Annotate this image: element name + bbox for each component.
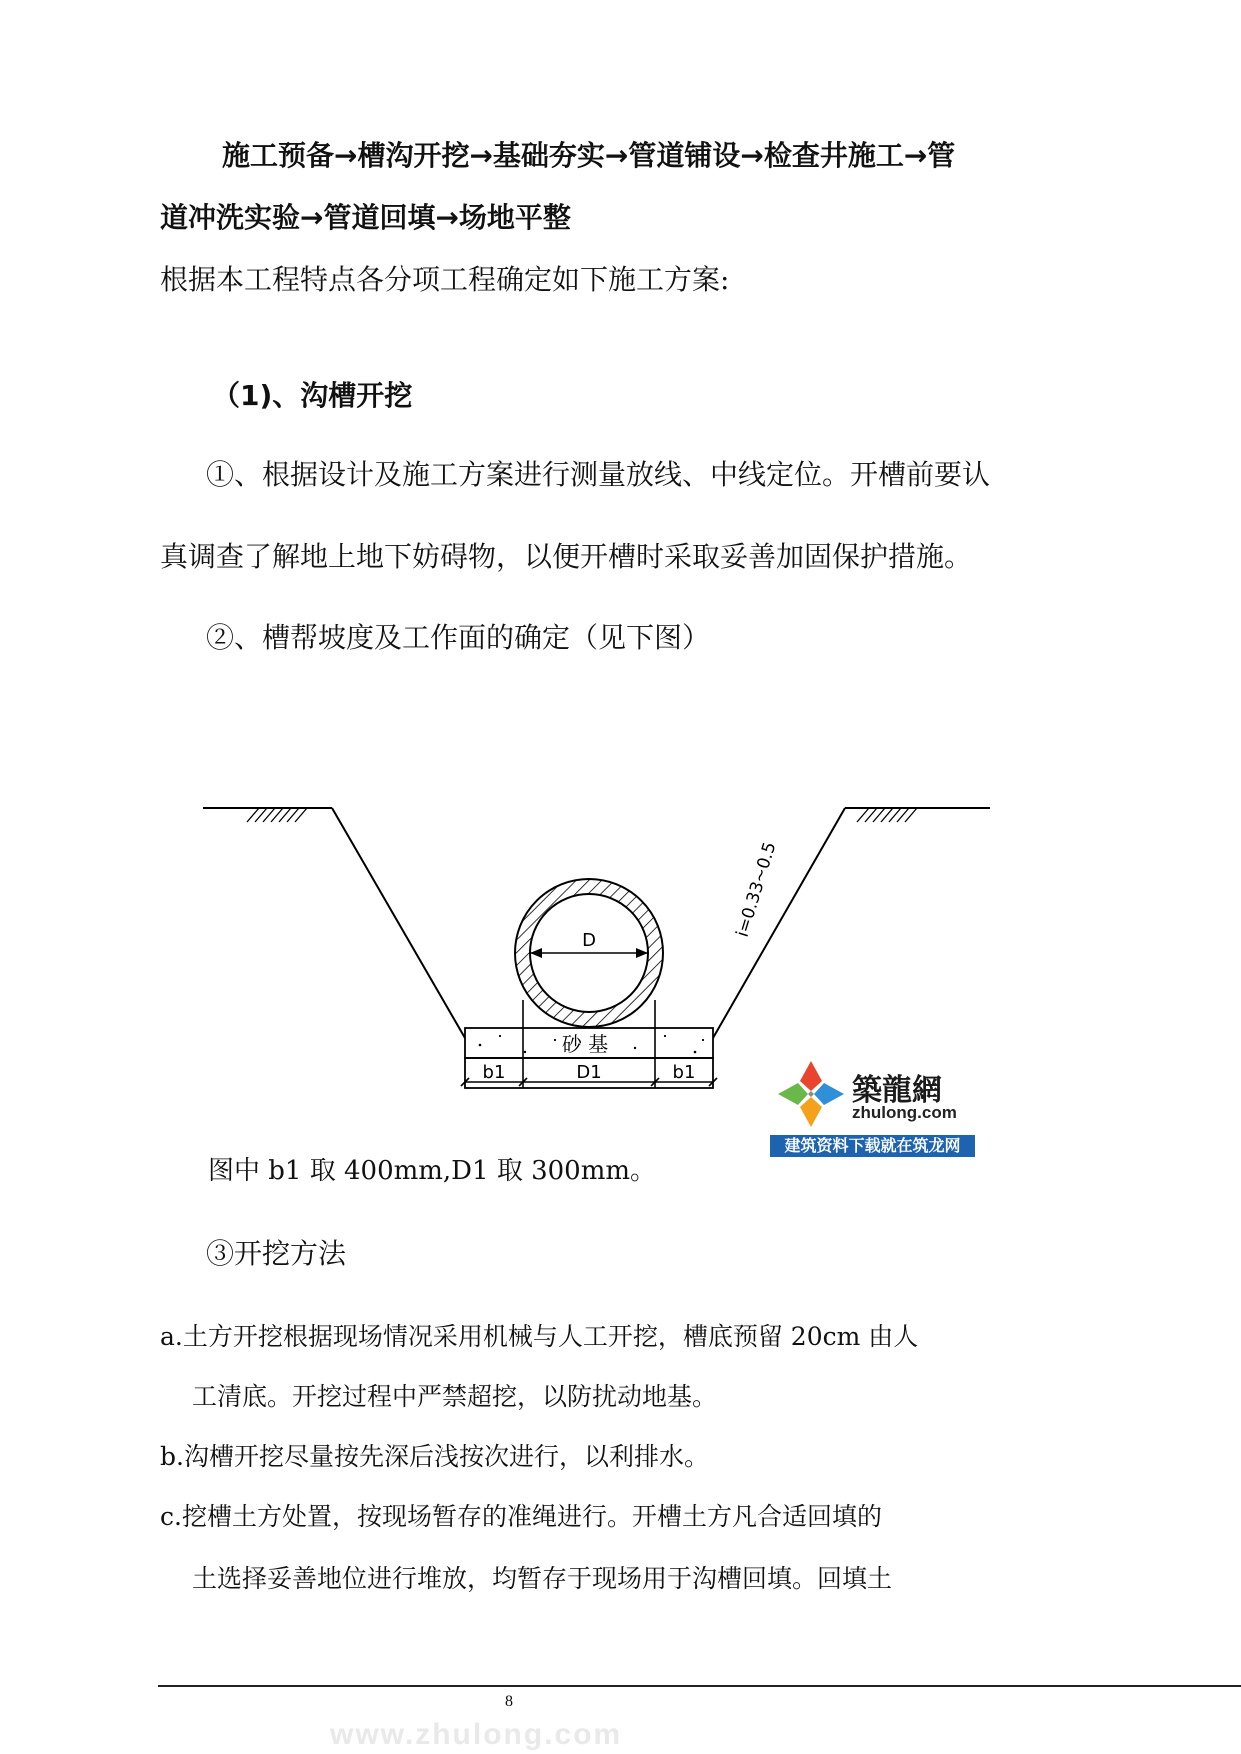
item3-text: ③开挖方法 bbox=[206, 1237, 347, 1270]
c-line-1: c.挖槽土方处置，按现场暂存的准绳进行。开槽土方凡合适回填的 bbox=[160, 1502, 882, 1531]
dim-label-left: b1 bbox=[482, 1062, 506, 1083]
item1-line-2: 真调查了解地上地下妨碍物，以便开槽时采取妥善加固保护措施。 bbox=[160, 540, 973, 573]
a-line-2: 工清底。开挖过程中严禁超挖，以防扰动地基。 bbox=[192, 1382, 718, 1411]
section-title: （1)、沟槽开挖 bbox=[212, 379, 413, 412]
pipe-diameter-label: D bbox=[582, 930, 596, 951]
b-line: b.沟槽开挖尽量按先深后浅按次进行，以利排水。 bbox=[160, 1442, 709, 1471]
intro-text: 根据本工程特点各分项工程确定如下施工方案: bbox=[160, 263, 730, 296]
logo-top bbox=[770, 1055, 975, 1133]
flow-line-2: 道冲洗实验→管道回填→场地平整 bbox=[160, 201, 571, 234]
ground-hatch-right bbox=[857, 808, 917, 822]
slope-label: i=0.33~0.5 bbox=[732, 839, 781, 940]
c-line-2: 土选择妥善地位进行堆放，均暂存于现场用于沟槽回填。回填土 bbox=[192, 1564, 893, 1593]
dim-label-right: b1 bbox=[672, 1062, 696, 1083]
logo-slogan: 建筑资料下载就在筑龙网 bbox=[770, 1135, 975, 1157]
ground-hatch-left bbox=[247, 808, 307, 822]
zhulong-logo bbox=[770, 1055, 975, 1157]
dim-label-center: D1 bbox=[576, 1062, 602, 1083]
base-label: 砂 基 bbox=[561, 1032, 609, 1056]
a-line-1: a.土方开挖根据现场情况采用机械与人工开挖，槽底预留 20cm 由人 bbox=[160, 1322, 919, 1351]
watermark: www.zhulong.com bbox=[330, 1718, 623, 1751]
figure-caption: 图中 b1 取 400mm,D1 取 300mm。 bbox=[208, 1156, 657, 1186]
logo-domain: zhulong.com bbox=[852, 1103, 957, 1122]
page-number: 8 bbox=[505, 1693, 513, 1710]
trench-wall-left bbox=[332, 808, 465, 1038]
flow-line-1: 施工预备→槽沟开挖→基础夯实→管道铺设→检查井施工→管 bbox=[222, 139, 956, 172]
trench-wall-right bbox=[713, 808, 845, 1038]
footer-rule bbox=[158, 1685, 1241, 1687]
logo-name: 築龍網 bbox=[852, 1073, 942, 1108]
item1-line-1: ①、根据设计及施工方案进行测量放线、中线定位。开槽前要认 bbox=[206, 458, 991, 491]
item2-text: ②、槽帮坡度及工作面的确定（见下图） bbox=[206, 621, 711, 654]
logo-emblem-icon bbox=[774, 1057, 848, 1131]
